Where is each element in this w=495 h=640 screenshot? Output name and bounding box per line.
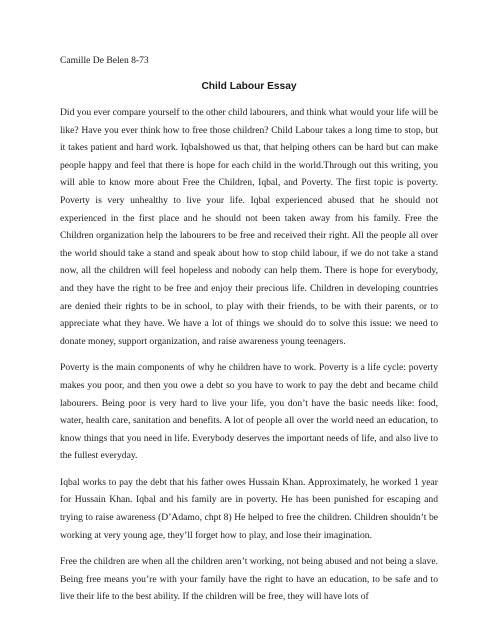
paragraph-1: Did you ever compare yourself to the other child labourers, and think what would your life will be like? Have you ever think how to free those children? Child Labour takes a long time to stop, but it takes patient and hard work. Iqbalshowed us that, that helping others can be hard but can make people happy and feel that there is hope for each child in the world.Through out this writing, you will able to know more about Free the Children, Iqbal, and Poverty. The first topic is poverty. Poverty is very unhealthy to live your life. Iqbal experienced abused that he should not experienced in the first place and he should not been taken away from his family. Free the Children organization help the labourers to be free and received their right. All the people all over the world should take a stand and speak about how to stop child labour, if we do not take a stand now, all the children will feel hopeless and nobody can help them. There is hope for everybody, and they have the right to be free and enjoy their precious life. Children in developing countries are denied their rights to be in school, to play with their friends, to be with their parents, or to appreciate what they have. We have a lot of things we should do to solve this issue: we need to donate money, support organization, and raise awareness young teenagers. (60, 107, 438, 347)
paragraph-4: Free the children are when all the children aren’t working, not being abused and not being a slave. Being free means you’re with your family have the right to have an education, to be safe and to live their life to the best ability. If the children will be free, they will have lots of (60, 556, 438, 603)
author-line: Camille De Belen 8-73 (60, 55, 149, 66)
essay-title: Child Labour Essay (201, 81, 297, 92)
paragraph-2: Poverty is the main components of why he children have to work. Poverty is a life cycle: poverty makes you poor, and then you owe a debt so you have to work to pay the debt and became child labourers. Being poor is very hard to live your life, you don’t have the basic needs like: food, water, health care, sanitation and benefits. A lot of people all over the world need an education, to know things that you need in life. Everybody deserves the important needs of life, and also live to the fullest everyday. (60, 362, 438, 462)
paragraph-3: Iqbal works to pay the debt that his father owes Hussain Khan. Approximately, he worked 1 year for Hussain Khan. Iqbal and his family are in poverty. He has been punished for escaping and trying to raise awareness (D’Adamo, chpt 8) He helped to free the children. Children shouldn’t be working at very young age, they’ll forget how to play, and lose their imagination. (60, 476, 438, 541)
